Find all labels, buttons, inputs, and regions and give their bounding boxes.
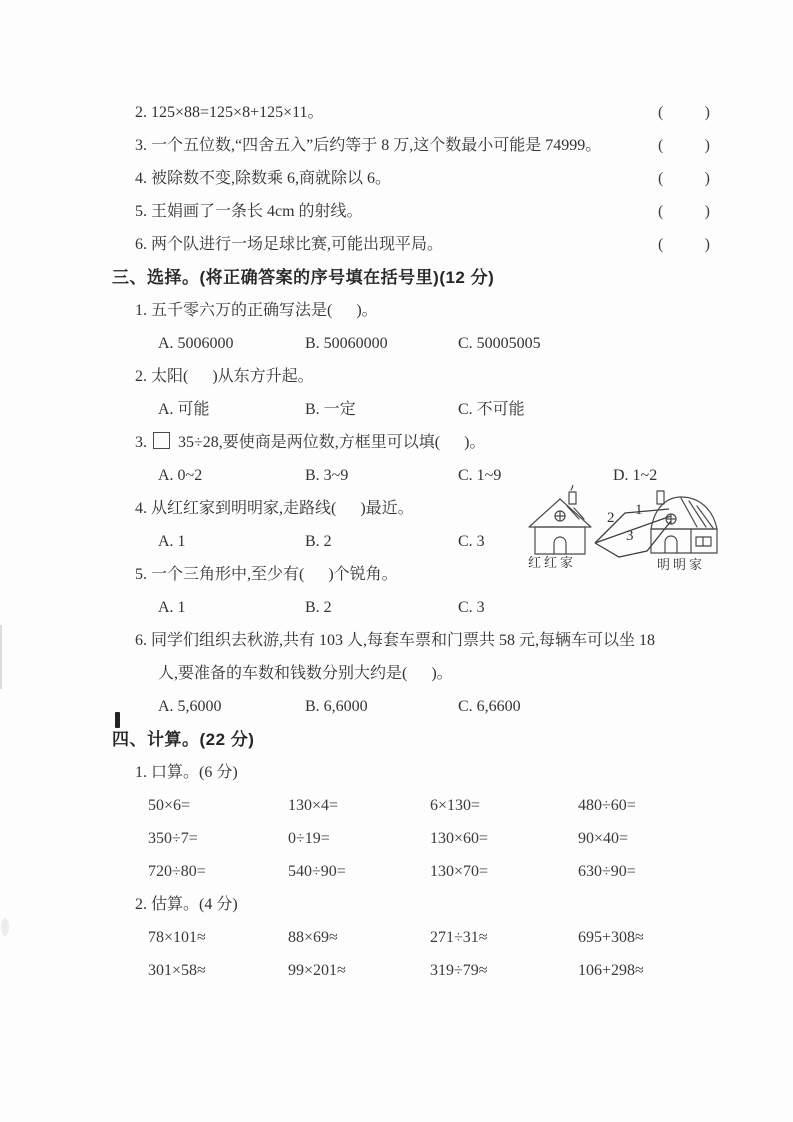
question-text: 3. 一个五位数,“四舍五入”后约等于 8 万,这个数最小可能是 74999。 [135,137,602,154]
oral-calc-row [148,789,710,822]
option: C. 不可能 [458,401,525,418]
route-2-label: 2 [607,510,615,526]
calc-item: 720÷80= [148,863,206,880]
calc-item: 88×69≈ [288,929,338,946]
calc-item: 350÷7= [148,830,198,847]
estimate-calc-row [148,921,710,954]
choice-question-4: 4. 从红红家到明明家,走路线( )最近。 [135,500,414,517]
calc-item: 130×4= [288,797,339,814]
estimate-calc-row [148,954,710,987]
paren-close: ) [704,170,710,187]
option: A. 可能 [158,401,210,418]
choice-question-3 [135,426,710,459]
oral-calc-label: 1. 口算。(6 分) [135,764,238,781]
calc-item: 0÷19= [288,830,330,847]
answer-parens [658,162,710,195]
answer-parens [658,228,710,261]
right-house-label: 明明家 [657,557,706,572]
true-false-item [135,195,710,228]
option: A. 5006000 [158,335,234,352]
houses-sketch [519,485,725,575]
paren-open: ( [658,236,664,253]
question-text: 4. 被除数不变,除数乘 6,商就除以 6。 [135,170,392,187]
paren-open: ( [658,203,664,220]
question-text: 35÷28,要使商是两位数,方框里可以填( )。 [174,434,486,451]
option: C. 50005005 [458,335,541,352]
estimate-calc-label: 2. 估算。(4 分) [135,896,238,913]
scan-artifact [115,712,120,728]
section-calculation-title: 四、计算。(22 分) [112,730,255,749]
question-number: 3. [135,434,151,451]
calc-item: 6×130= [430,797,481,814]
option: D. 1~2 [613,467,658,484]
paren-open: ( [658,137,664,154]
true-false-item [135,129,710,162]
choice-options-5 [158,591,710,624]
route-3-label: 3 [626,528,634,544]
option: B. 2 [305,599,332,616]
calc-item: 99×201≈ [288,962,346,979]
option: A. 1 [158,599,186,616]
choice-question-6-line1: 6. 同学们组织去秋游,共有 103 人,每套车票和门票共 58 元,每辆车可以坐 18 [135,632,656,649]
paren-close: ) [704,203,710,220]
option: B. 50060000 [305,335,388,352]
calc-item: 50×6= [148,797,191,814]
question-text: 2. 125×88=125×8+125×11。 [135,104,324,121]
oral-calc-row [148,855,710,888]
calc-item: 106+298≈ [578,962,644,979]
choice-question-2: 2. 太阳( )从东方升起。 [135,368,314,385]
calc-item: 78×101≈ [148,929,206,946]
option: C. 3 [458,599,485,616]
paren-close: ) [704,104,710,121]
choice-options-2 [158,393,710,426]
calc-item: 480÷60= [578,797,636,814]
option: C. 1~9 [458,467,502,484]
option: A. 0~2 [158,467,203,484]
choice-options-1 [158,327,710,360]
calc-item: 130×60= [430,830,489,847]
option: A. 5,6000 [158,698,222,715]
option: B. 一定 [305,401,356,418]
answer-parens [658,129,710,162]
true-false-item [135,96,710,129]
question-text: 6. 两个队进行一场足球比赛,可能出现平局。 [135,236,444,253]
blank-box [153,432,170,449]
oral-calc-row [148,822,710,855]
paren-close: ) [704,236,710,253]
right-house-icon [651,491,717,553]
option: B. 2 [305,533,332,550]
scan-artifact [1,918,9,936]
option: C. 6,6600 [458,698,521,715]
routes-diagram [519,485,725,575]
option: C. 3 [458,533,485,550]
left-house-label: 红红家 [528,555,577,570]
left-house-icon [529,485,591,554]
paren-close: ) [704,137,710,154]
option: B. 6,6000 [305,698,368,715]
calc-item: 90×40= [578,830,629,847]
paren-open: ( [658,104,664,121]
option: A. 1 [158,533,186,550]
section-choice-title: 三、选择。(将正确答案的序号填在括号里)(12 分) [112,268,495,287]
scan-artifact [0,625,2,689]
true-false-item [135,228,710,261]
question-text: 5. 王娟画了一条长 4cm 的射线。 [135,203,363,220]
calc-item: 630÷90= [578,863,636,880]
calc-item: 540÷90= [288,863,346,880]
choice-question-1: 1. 五千零六万的正确写法是( )。 [135,302,378,319]
calc-item: 301×58≈ [148,962,206,979]
route-1-label: 1 [635,502,643,518]
true-false-item [135,162,710,195]
choice-question-5: 5. 一个三角形中,至少有( )个锐角。 [135,566,398,583]
answer-parens [658,195,710,228]
calc-item: 271÷31≈ [430,929,488,946]
calc-item: 130×70= [430,863,489,880]
answer-parens [658,96,710,129]
option: B. 3~9 [305,467,349,484]
paren-open: ( [658,170,664,187]
choice-options-6 [158,690,710,723]
calc-item: 319÷79≈ [430,962,488,979]
choice-question-6-line2: 人,要准备的车数和钱数分别大约是( )。 [158,665,453,682]
calc-item: 695+308≈ [578,929,644,946]
